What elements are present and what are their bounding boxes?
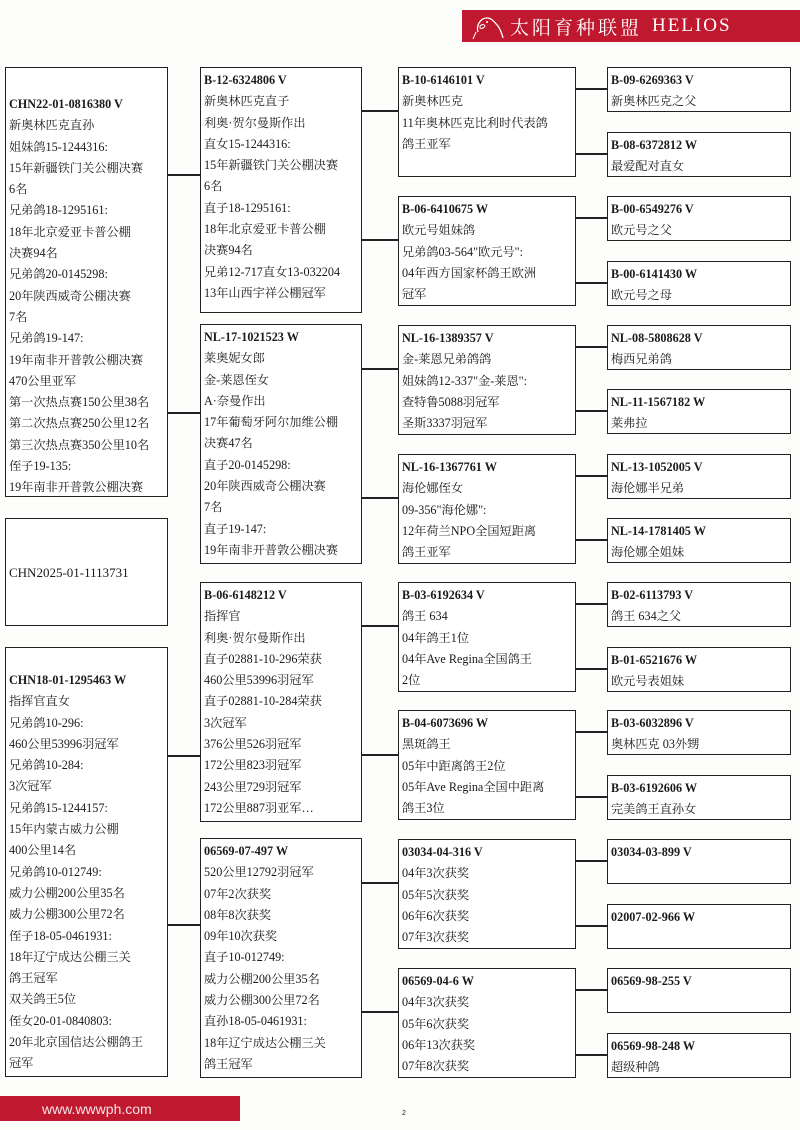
info-line: 冠军 (9, 1056, 34, 1071)
ring-number: 06569-07-497 W (204, 844, 289, 858)
info-line: 姐妹鸽12-337"金-莱恩": (402, 373, 528, 388)
info-line: 兄弟12-717直女13-032204 (204, 264, 341, 279)
ring-number: B-01-6521676 W (611, 653, 698, 667)
subject-box (5, 518, 168, 626)
ring-number: B-03-6192634 V (402, 588, 485, 602)
gen3-box (398, 67, 576, 177)
info-line: 376公里526羽冠军 (204, 737, 302, 752)
gen3-box (398, 710, 576, 820)
info-line: 完美鸽王直孙女 (611, 802, 697, 816)
info-line: 新奥林匹克之父 (611, 94, 697, 108)
info-line: 侄女20-01-0840803: (9, 1013, 112, 1028)
gen4-box (607, 67, 791, 112)
info-line: 威力公棚300公里72名 (204, 993, 320, 1008)
ring-number: NL-17-1021523 W (204, 330, 299, 344)
info-line: 06年6次获奖 (402, 908, 470, 923)
info-line: 直孙18-05-0461931: (204, 1014, 307, 1029)
ring-number: B-06-6410675 W (402, 202, 489, 216)
info-line: 05年6次获奖 (402, 1016, 470, 1031)
ring-number: 06569-98-248 W (611, 1039, 696, 1053)
page-number: 2 (402, 1110, 406, 1117)
info-line: 直子20-0145298: (204, 457, 291, 472)
gen3-box (398, 968, 576, 1078)
info-line: 05年中距离鸽王2位 (402, 758, 506, 773)
subject-ring-number: CHN2025-01-1113731 (9, 565, 129, 581)
info-line: 查特鲁5088羽冠军 (402, 394, 500, 409)
connector-line (576, 88, 608, 90)
info-line: 威力公棚200公里35名 (204, 971, 320, 986)
ring-number: B-04-6073696 W (402, 716, 489, 730)
info-line: 07年3次获奖 (402, 930, 470, 945)
info-line: 第一次热点赛150公里38名 (9, 395, 150, 410)
info-line: 奥林匹克 03外甥 (611, 737, 700, 751)
ring-number: NL-14-1781405 W (611, 524, 706, 538)
connector-line (576, 410, 608, 412)
connector-line (576, 860, 608, 862)
gen4-box (607, 1033, 791, 1078)
ring-number: NL-13-1052005 V (611, 460, 703, 474)
info-line: 20年陕西威奇公棚决赛 (204, 479, 326, 494)
info-line: 双关鸽王5位 (9, 992, 77, 1007)
info-line: 07年2次获奖 (204, 886, 272, 901)
info-line: 欧元号姐妹鸽 (402, 223, 476, 238)
connector-line (362, 239, 398, 241)
info-line: 19年南非开普敦公棚决赛 (9, 480, 144, 495)
info-line: 侄子18-05-0461931: (9, 928, 112, 943)
info-line: 04年西方国家杯鸽王欧洲 (402, 265, 537, 280)
info-line: 3次冠军 (204, 715, 247, 730)
ring-number: NL-11-1567182 W (611, 395, 706, 409)
gen4-box (607, 904, 791, 949)
info-line: 05年5次获奖 (402, 887, 470, 902)
ring-number: 06569-04-6 W (402, 974, 474, 988)
ring-number: B-10-6146101 V (402, 73, 485, 87)
info-line: 15年新疆铁门关公棚决赛 (204, 158, 339, 173)
info-line: 兄弟鸽18-1295161: (9, 203, 108, 218)
info-line: 威力公棚200公里35名 (9, 885, 125, 900)
connector-line (576, 925, 608, 927)
gen4-box (607, 196, 791, 241)
connector-line (168, 412, 200, 414)
info-line: 05年Ave Regina全国中距离 (402, 779, 545, 794)
info-line: 520公里12792羽冠军 (204, 865, 314, 880)
pigeon-logo-icon (472, 12, 506, 40)
gen4-box (607, 582, 791, 627)
info-line: 04年3次获奖 (402, 866, 470, 881)
connector-line (576, 796, 608, 798)
info-line: 兄弟鸽03-564"欧元号": (402, 244, 523, 259)
info-line: 04年鸽王1位 (402, 630, 470, 645)
info-line: 金-莱恩兄弟鸽鸽 (402, 352, 492, 367)
info-line: 海伦娜半兄弟 (611, 481, 685, 495)
connector-line (576, 217, 608, 219)
gen3-box (398, 582, 576, 692)
info-line: 直子02881-10-296荣获 (204, 651, 322, 666)
info-line: 冠军 (402, 287, 427, 302)
info-line: 利奥·贺尔曼斯作出 (204, 115, 306, 130)
info-line: 鸽王3位 (402, 801, 445, 816)
connector-line (576, 475, 608, 477)
info-line: 新奥林匹克直子 (204, 94, 290, 109)
brand-name-en: HELIOS (652, 15, 732, 36)
info-line: 新奥林匹克直孙 (9, 118, 95, 133)
ring-number: B-12-6324806 V (204, 73, 287, 87)
connector-line (168, 174, 200, 176)
brand-name-cn: 太阳育种联盟 (510, 16, 643, 39)
website-link[interactable]: www.wwwph.com (42, 1100, 152, 1117)
info-line: 04年Ave Regina全国鸽王 (402, 651, 533, 666)
connector-line (576, 346, 608, 348)
ring-number: B-00-6141430 W (611, 267, 698, 281)
info-line: 指挥官直女 (9, 694, 70, 709)
info-line: 460公里53996羽冠军 (9, 736, 119, 751)
info-line: 侄子19-135: (9, 459, 72, 474)
info-line: 20年北京国信达公棚鸽王 (9, 1035, 144, 1050)
info-line: 鸽王冠军 (204, 1056, 253, 1071)
connector-line (362, 110, 398, 112)
info-line: 指挥官 (204, 609, 241, 624)
ring-number: CHN22-01-0816380 V (9, 97, 123, 111)
connector-line (362, 625, 398, 627)
info-line: 460公里53996羽冠军 (204, 673, 314, 688)
gen4-box (607, 518, 791, 563)
footer-website-band (0, 1096, 240, 1121)
info-line: 决赛94名 (9, 246, 58, 261)
connector-line (576, 603, 608, 605)
connector-line (576, 282, 608, 284)
connector-line (168, 755, 200, 757)
info-line: 鸽王 634 (402, 609, 448, 624)
info-line: 直子18-1295161: (204, 200, 291, 215)
connector-line (362, 882, 398, 884)
info-line: 超级种鸽 (611, 1060, 660, 1074)
info-line: 鸽王冠军 (9, 971, 58, 986)
info-line: 7名 (204, 500, 223, 515)
info-line: 172公里823羽冠军 (204, 758, 302, 773)
info-line: 12年荷兰NPO全国短距离 (402, 523, 537, 538)
connector-line (576, 539, 608, 541)
info-line: A·奈曼作出 (204, 393, 266, 408)
info-line: 15年新疆铁门关公棚决赛 (9, 160, 144, 175)
connector-line (168, 924, 200, 926)
connector-line (362, 368, 398, 370)
info-line: 6名 (9, 182, 28, 197)
info-line: 18年北京爱亚卡普公棚 (9, 224, 131, 239)
info-line: 兄弟鸽15-1244157: (9, 800, 108, 815)
gen4-box (607, 325, 791, 370)
gen2-box-sire (200, 67, 362, 313)
gen3-box (398, 196, 576, 306)
gen4-box (607, 389, 791, 434)
info-line: 3次冠军 (9, 779, 52, 794)
info-line: 08年8次获奖 (204, 907, 272, 922)
info-line: 13年山西宇祥公棚冠军 (204, 285, 326, 300)
info-line: 兄弟鸽19-147: (9, 331, 84, 346)
info-line: 07年8次获奖 (402, 1059, 470, 1074)
gen3-box (398, 325, 576, 435)
connector-line (576, 153, 608, 155)
info-line: 直子19-147: (204, 521, 267, 536)
info-line: 欧元号表姐妹 (611, 674, 685, 688)
info-line: 第二次热点赛250公里12名 (9, 416, 150, 431)
info-line: 决赛94名 (204, 243, 253, 258)
info-line: 圣斯3337羽冠军 (402, 416, 488, 431)
info-line: 姐妹鸽15-1244316: (9, 139, 108, 154)
info-line: 06年13次获奖 (402, 1037, 476, 1052)
info-line: 2位 (402, 673, 421, 688)
info-line: 直子10-012749: (204, 950, 285, 965)
info-line: 15年内蒙古威力公棚 (9, 822, 119, 837)
gen4-box (607, 968, 791, 1013)
connector-line (576, 989, 608, 991)
connector-line (576, 731, 608, 733)
info-line: 18年辽宁成达公棚三关 (204, 1035, 326, 1050)
info-line: 直女15-1244316: (204, 136, 291, 151)
ring-number: B-00-6549276 V (611, 202, 694, 216)
dam-line-box (5, 647, 168, 1077)
info-line: 海伦娜全姐妹 (611, 545, 685, 559)
info-line: 梅西兄弟鸽 (611, 352, 672, 366)
brand-header (462, 10, 800, 42)
connector-line (362, 1011, 398, 1013)
connector-line (362, 754, 398, 756)
gen4-box (607, 132, 791, 177)
ring-number: NL-16-1367761 W (402, 460, 497, 474)
ring-number: B-03-6192606 W (611, 781, 698, 795)
gen2-box-dam (200, 324, 362, 564)
info-line: 172公里887羽亚军… (204, 800, 314, 815)
info-line: 新奥林匹克 (402, 94, 463, 109)
gen4-box (607, 647, 791, 692)
ring-number: NL-08-5808628 V (611, 331, 703, 345)
gen4-box (607, 261, 791, 306)
ring-number: CHN18-01-1295463 W (9, 673, 127, 687)
info-line: 鸽王 634之父 (611, 609, 682, 623)
info-line: 兄弟鸽10-284: (9, 758, 84, 773)
info-line: 11年奥林匹克比利时代表鸽 (402, 115, 548, 130)
connector-line (362, 497, 398, 499)
gen4-box (607, 775, 791, 820)
info-line: 金-莱恩侄女 (204, 372, 269, 387)
info-line: 威力公棚300公里72名 (9, 907, 125, 922)
info-line: 直子02881-10-284荣获 (204, 694, 322, 709)
gen4-box (607, 710, 791, 755)
info-line: 6名 (204, 179, 223, 194)
gen2-box-dam (200, 838, 362, 1078)
info-line: 17年葡萄牙阿尔加维公棚 (204, 415, 339, 430)
gen3-box (398, 839, 576, 949)
info-line: 兄弟鸽20-0145298: (9, 267, 108, 282)
info-line: 19年南非开普敦公棚决赛 (204, 542, 339, 557)
gen3-box (398, 454, 576, 564)
ring-number: B-03-6032896 V (611, 716, 694, 730)
info-line: 7名 (9, 309, 28, 324)
info-line: 09-356"海伦娜": (402, 502, 487, 517)
info-line: 莱弗拉 (611, 416, 648, 430)
info-line: 400公里14名 (9, 843, 77, 858)
info-line: 莱奥妮女郎 (204, 351, 265, 366)
info-line: 黑斑鸽王 (402, 737, 451, 752)
ring-number: B-08-6372812 W (611, 138, 698, 152)
info-line: 09年10次获奖 (204, 929, 278, 944)
info-line: 决赛47名 (204, 436, 253, 451)
gen4-box (607, 454, 791, 499)
ring-number: 06569-98-255 V (611, 974, 692, 988)
info-line: 20年陕西威奇公棚决赛 (9, 288, 131, 303)
ring-number: B-02-6113793 V (611, 588, 694, 602)
info-line: 第三次热点赛350公里10名 (9, 437, 150, 452)
info-line: 鸽王亚军 (402, 136, 451, 151)
ring-number: B-09-6269363 V (611, 73, 694, 87)
info-line: 兄弟鸽10-296: (9, 715, 84, 730)
ring-number: NL-16-1389357 V (402, 331, 494, 345)
info-line: 最爱配对直女 (611, 159, 685, 173)
info-line: 兄弟鸽10-012749: (9, 864, 102, 879)
ring-number: 02007-02-966 W (611, 910, 696, 924)
info-line: 04年3次获奖 (402, 995, 470, 1010)
gen4-box (607, 839, 791, 884)
info-line: 欧元号之父 (611, 223, 672, 237)
gen2-box-sire (200, 582, 362, 822)
info-line: 18年北京爱亚卡普公棚 (204, 222, 326, 237)
info-line: 18年辽宁成达公棚三关 (9, 949, 131, 964)
info-line: 鸽王亚军 (402, 545, 451, 560)
info-line: 欧元号之母 (611, 288, 672, 302)
ring-number: 03034-04-316 V (402, 845, 483, 859)
info-line: 海伦娜侄女 (402, 481, 463, 496)
sire-line-box (5, 67, 168, 497)
connector-line (576, 1054, 608, 1056)
info-line: 243公里729羽冠军 (204, 779, 302, 794)
info-line: 利奥·贺尔曼斯作出 (204, 630, 306, 645)
info-line: 470公里亚军 (9, 373, 77, 388)
info-line: 19年南非开普敦公棚决赛 (9, 352, 144, 367)
ring-number: B-06-6148212 V (204, 588, 287, 602)
ring-number: 03034-03-899 V (611, 845, 692, 859)
connector-line (576, 668, 608, 670)
